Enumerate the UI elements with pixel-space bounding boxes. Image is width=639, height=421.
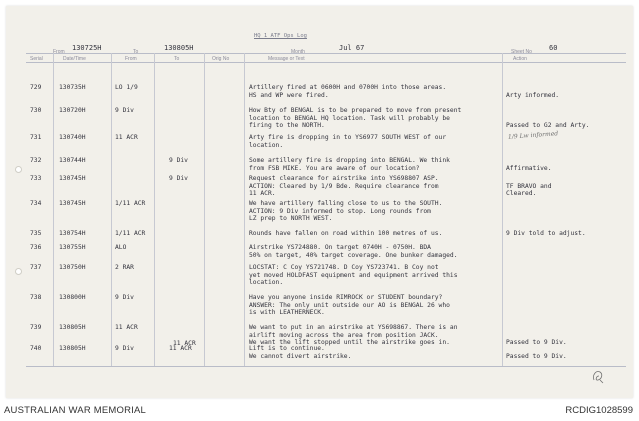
entry-time: 130805H	[59, 324, 86, 331]
entry-text-line: We want the lift stopped until the airstrike goes in.	[249, 339, 450, 347]
initials-mark	[591, 368, 605, 384]
entry-action: 9 Div told to adjust.	[506, 230, 586, 237]
col-orig-no: Orig No	[212, 56, 230, 62]
entry-time: 130805H	[59, 345, 86, 352]
entry-740-extra: 11 ACR	[173, 340, 196, 347]
entry-from: 1/11 ACR	[115, 230, 146, 237]
entry-serial: 738	[30, 294, 42, 301]
entry-time: 130754H	[59, 230, 86, 237]
col-divider	[53, 53, 54, 366]
rule-top	[26, 53, 626, 54]
entry-text-line: Lift is to continue.	[249, 345, 325, 352]
to-label: To	[133, 49, 139, 55]
entry-action: Passed to G2 and Arty.	[506, 122, 590, 130]
footer-reference: RCDIG1028599	[565, 405, 633, 416]
col-action: Action	[513, 56, 527, 62]
entry-text-line: Artillery fired at 0600H and 0700H into those areas.	[249, 84, 447, 91]
entry-text-line: We cannot divert airstrike.	[249, 352, 352, 360]
entry-to: 9 Div	[169, 175, 188, 182]
entry-serial: 737	[30, 264, 42, 271]
pencil-annotation: 1/9 Lw informed	[507, 130, 559, 141]
entry-text-line: ANSWER: The only unit outside our AO is BENGAL 26 who	[249, 301, 450, 309]
entry-serial: 729	[30, 84, 42, 91]
entry-text-line: Some artillery fire is dropping into BENGAL. We think	[249, 157, 450, 164]
entry-text-line: location to BENGAL HQ location. Task will probably be	[249, 114, 450, 122]
entry-text-line: Request clearance for airstrike into YS698807 ASP.	[249, 175, 439, 182]
from-label: From	[53, 49, 65, 55]
entry-serial: 739	[30, 324, 42, 331]
col-divider	[111, 53, 112, 366]
entry-text-line: How Bty of BENGAL is to be prepared to move from present	[249, 107, 462, 114]
entry-text-line: location.	[249, 279, 284, 287]
entry-text-line: Arty fire is dropping in to YS6977 SOUTH WEST of our	[249, 134, 447, 141]
entry-text-line: 11 ACR.	[249, 190, 276, 198]
entry-time: 130755H	[59, 244, 86, 251]
entry-time: 130750H	[59, 264, 86, 271]
entry-to: 11 ACR	[169, 345, 192, 352]
entry-from: 11 ACR	[115, 324, 138, 331]
entry-text-line: HS and WP were fired.	[249, 91, 329, 99]
month-label: Month	[291, 49, 305, 55]
entry-time: 130744H	[59, 157, 86, 164]
col-serial: Serial	[30, 56, 43, 62]
entry-time: 130740H	[59, 134, 86, 141]
entry-serial: 740	[30, 345, 42, 352]
entry-text-line: airlift moving across the area from position JACK.	[249, 331, 439, 339]
footer-source: AUSTRALIAN WAR MEMORIAL	[4, 405, 147, 416]
entry-from: 2 RAR	[115, 264, 134, 271]
log-sheet	[6, 6, 633, 398]
col-from: From	[125, 56, 137, 62]
entry-serial: 732	[30, 157, 42, 164]
entry-from: ALO	[115, 244, 127, 251]
entry-time: 130800H	[59, 294, 86, 301]
entry-time: 130745H	[59, 175, 86, 182]
rule-head	[26, 62, 626, 63]
entry-serial: 736	[30, 244, 42, 251]
entry-text-line: We have artillery falling close to us to the SOUTH.	[249, 200, 443, 207]
entry-serial: 735	[30, 230, 42, 237]
entry-from: 1/11 ACR	[115, 200, 146, 207]
entry-text-line: firing to the NORTH.	[249, 122, 325, 130]
sheet-value: 60	[549, 44, 558, 52]
entry-action: Affirmative.	[506, 164, 552, 172]
entry-time: 130735H	[59, 84, 86, 91]
entry-text-line: is with LEATHERNECK.	[249, 309, 325, 317]
entry-action: Passed to 9 Div.	[506, 352, 567, 360]
entry-from: 11 ACR	[115, 134, 138, 141]
entry-text-line: from FSB MIKE. You are aware of our location?	[249, 164, 420, 172]
entry-action: Passed to 9 Div.	[506, 339, 567, 347]
entry-text-line: LOCSTAT: C Coy YS721748. D Coy YS723741. B Coy not	[249, 264, 439, 271]
col-divider	[204, 53, 205, 366]
entry-time: 130720H	[59, 107, 86, 114]
entry-action: Cleared.	[506, 190, 537, 198]
entry-time: 130745H	[59, 200, 86, 207]
to-value: 130805H	[164, 44, 194, 52]
entry-from: LO 1/9	[115, 84, 138, 91]
entry-from: 9 Div	[115, 345, 134, 352]
col-divider	[154, 53, 155, 366]
entry-text-line: location.	[249, 141, 284, 149]
entry-serial: 733	[30, 175, 42, 182]
entry-serial: 734	[30, 200, 42, 207]
entry-text-line: 50% on target, 40% target coverage. One bunker damaged.	[249, 251, 458, 259]
rule-bottom	[26, 366, 626, 367]
col-message: Message or Text	[268, 56, 305, 62]
entry-text-line: Rounds have fallen on road within 100 metres of us.	[249, 230, 443, 237]
col-divider	[502, 53, 503, 366]
sheet-label: Sheet No	[511, 49, 532, 55]
entry-text-line: Airstrike YS724880. On target 0740H - 0750H. BDA	[249, 244, 431, 251]
entry-text-line: We want to put in an airstrike at YS698867. There is an	[249, 324, 458, 331]
entry-text-line: ACTION: Cleared by 1/9 Bde. Require clearance from	[249, 182, 439, 190]
entry-from: 9 Div	[115, 294, 134, 301]
entry-text-line: Have you anyone inside RIMROCK or STUDENT boundary?	[249, 294, 443, 301]
entry-to: 9 Div	[169, 157, 188, 164]
entry-serial: 730	[30, 107, 42, 114]
entry-text-line: ACTION: 9 Div informed to stop. Long rounds from	[249, 207, 431, 215]
month-value: Jul 67	[339, 44, 365, 52]
punch-hole	[15, 268, 22, 275]
entry-text-line: yet moved HOLDFAST equipment and equipment arrived this	[249, 271, 458, 279]
entry-text-line: LZ prep to NORTH WEST.	[249, 215, 333, 223]
entry-action: Arty informed.	[506, 91, 560, 99]
unit-title: HQ 1 ATF Ops Log	[254, 33, 307, 39]
col-divider	[244, 53, 245, 366]
col-to: To	[174, 56, 180, 62]
from-value: 130725H	[72, 44, 102, 52]
punch-hole	[15, 166, 22, 173]
entry-from: 9 Div	[115, 107, 134, 114]
col-datetime: Date/Time	[63, 56, 86, 62]
entry-action: TF BRAVO and	[506, 182, 552, 190]
entry-serial: 731	[30, 134, 42, 141]
